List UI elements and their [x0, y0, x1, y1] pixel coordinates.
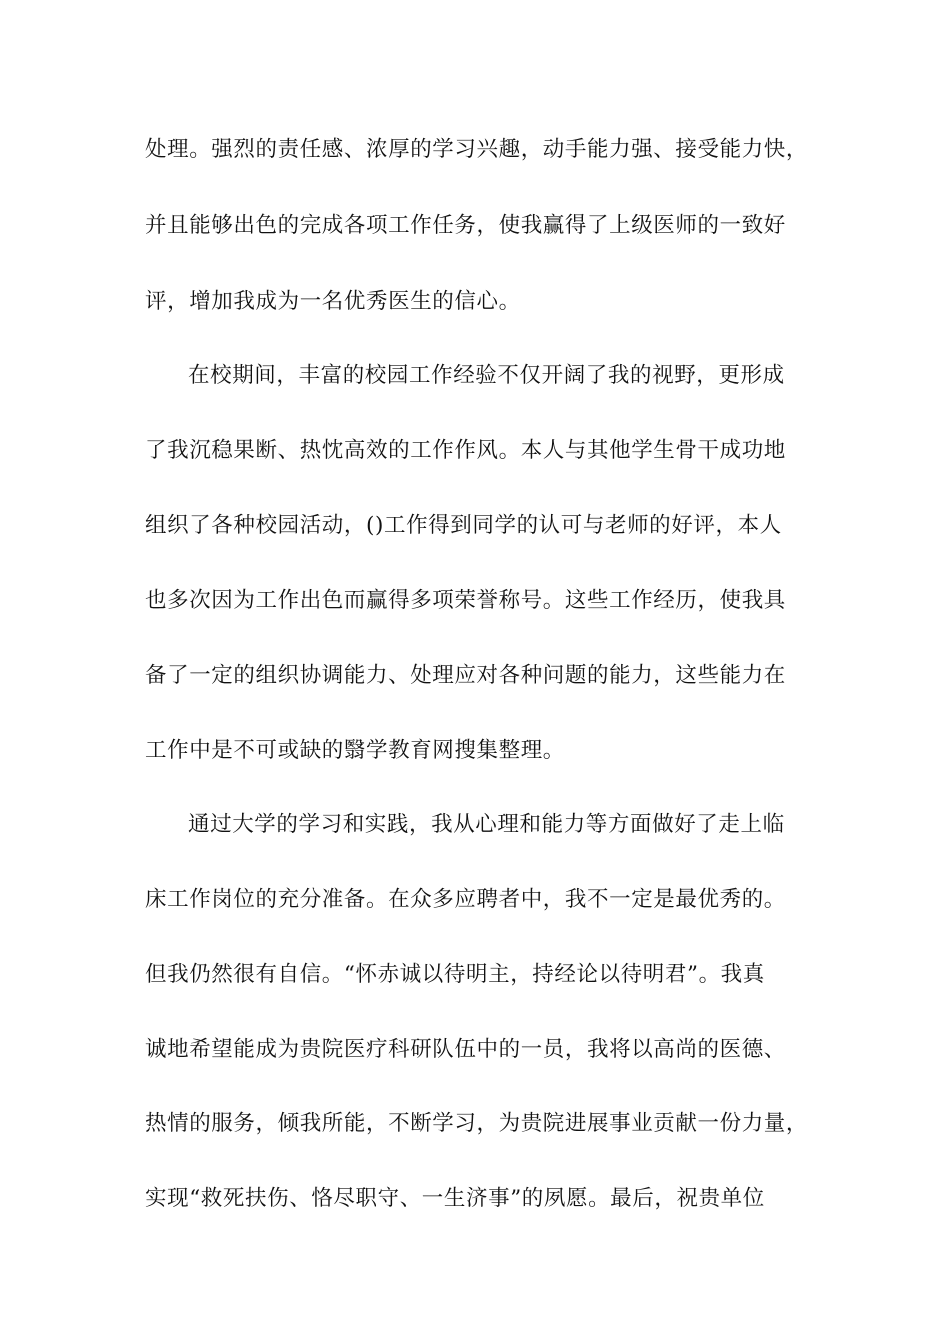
text-line: 热情的服务，倾我所能，不断学习，为贵院进展事业贡献一份力量， [145, 1111, 809, 1136]
paragraph-first-line: 在校期间，丰富的校园工作经验不仅开阔了我的视野，更形成 [188, 363, 785, 388]
text-line: 诚地希望能成为贵院医疗科研队伍中的一员，我将以高尚的医德、 [145, 1037, 786, 1062]
text-line: 床工作岗位的充分准备。在众多应聘者中，我不一定是最优秀的。 [145, 887, 786, 912]
text-line: 并且能够出色的完成各项工作任务，使我赢得了上级医师的一致好 [145, 213, 786, 238]
paragraph-first-line: 通过大学的学习和实践，我从心理和能力等方面做好了走上临 [188, 812, 785, 837]
text-line: 评，增加我成为一名优秀医生的信心。 [145, 289, 521, 314]
text-line: 也多次因为工作出色而赢得多项荣誉称号。这些工作经历，使我具 [145, 588, 786, 613]
text-line: 备了一定的组织协调能力、处理应对各种问题的能力，这些能力在 [145, 663, 786, 688]
text-line: 工作中是不可或缺的翳学教育网搜集整理。 [145, 738, 565, 763]
text-line: 但我仍然很有自信。“怀赤诚以待明主，持经论以待明君”。我真 [145, 962, 765, 987]
text-line: 处理。强烈的责任感、浓厚的学习兴趣，动手能力强、接受能力快， [145, 137, 809, 162]
text-line: 实现“救死扶伤、恪尽职守、一生济事”的夙愿。最后，祝贵单位 [145, 1186, 765, 1211]
text-line: 组织了各种校园活动，()工作得到同学的认可与老师的好评，本人 [145, 513, 782, 538]
text-line: 了我沉稳果断、热忱高效的工作作风。本人与其他学生骨干成功地 [145, 438, 786, 463]
